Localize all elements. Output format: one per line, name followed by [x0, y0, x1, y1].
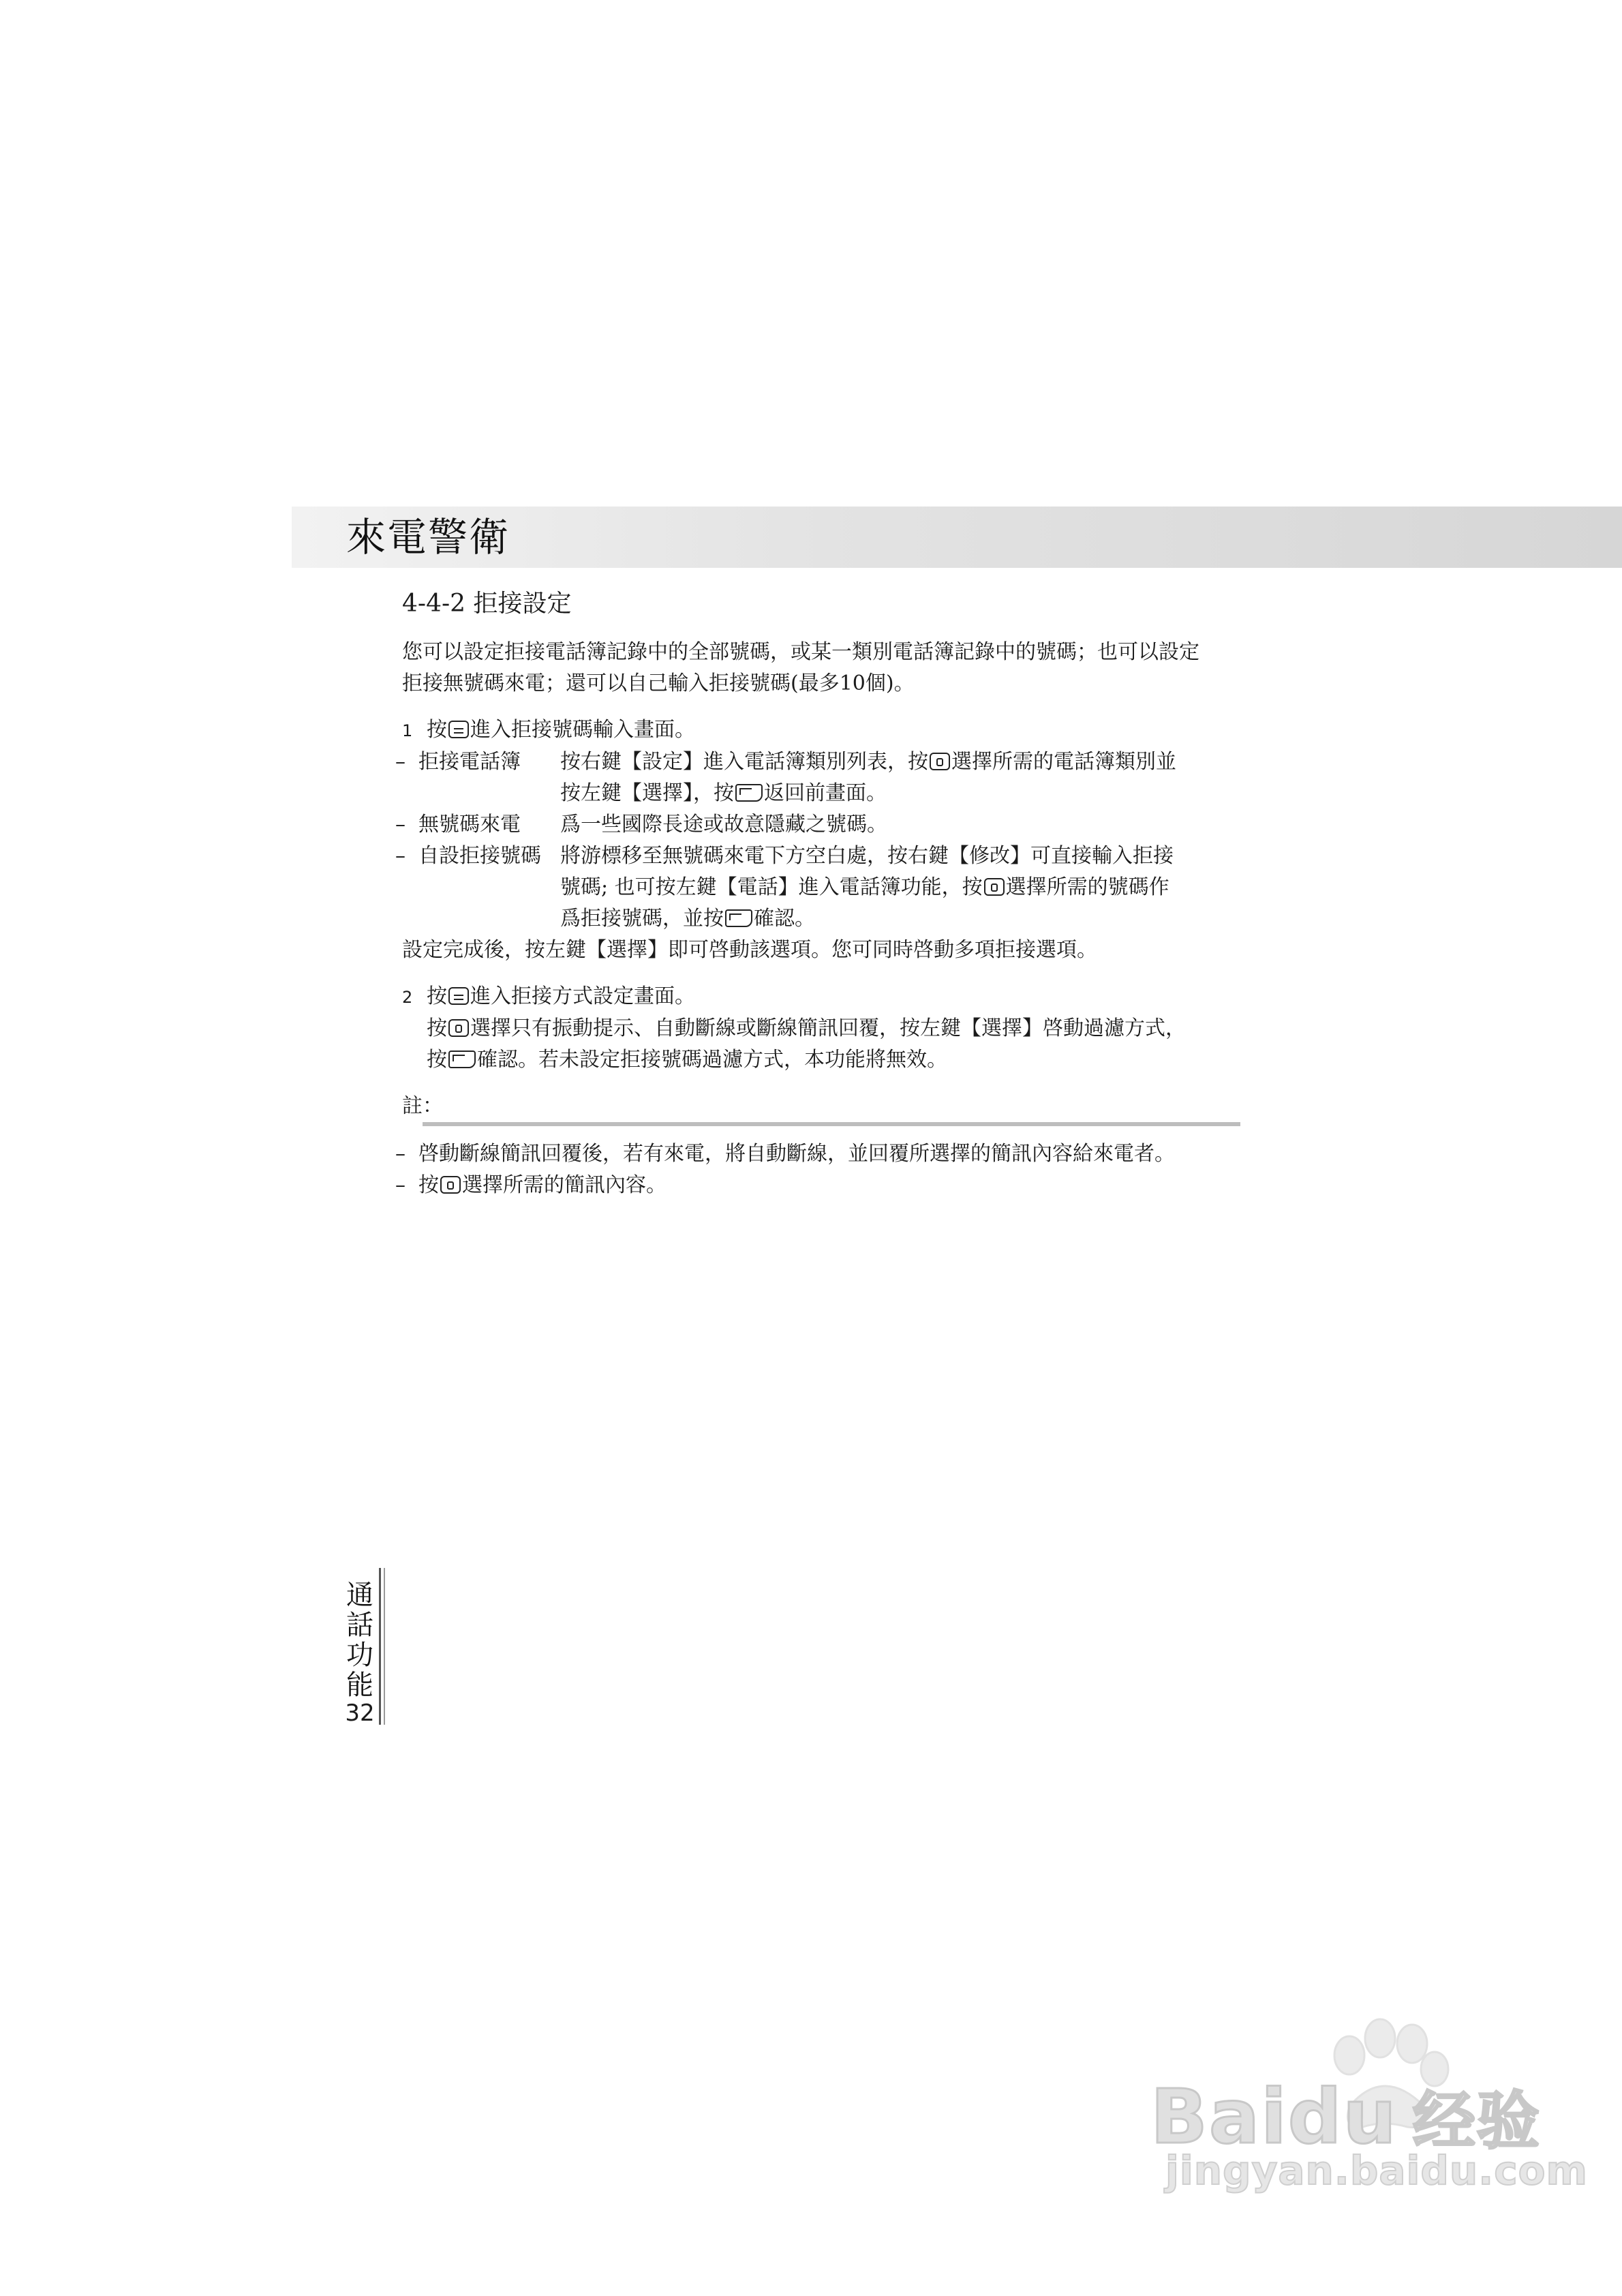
side-rule	[384, 1568, 385, 1725]
dash: –	[395, 813, 406, 836]
option-term: 拒接電話簿	[418, 750, 521, 774]
note-label: 註：	[402, 1094, 443, 1118]
step-text: 按	[427, 1016, 447, 1040]
section-title: 4-4-2 拒接設定	[402, 590, 572, 618]
option-term: 自設拒接號碼	[418, 844, 541, 868]
page-number: 32	[345, 1700, 375, 1727]
step-text: 確認。若未設定拒接號碼過濾方式，本功能將無效。	[477, 1048, 947, 1072]
desc-text: 返回前畫面。	[764, 781, 887, 805]
note-text-part: 選擇所需的簡訊內容。	[462, 1173, 667, 1197]
side-rule	[379, 1568, 381, 1725]
option-term: 無號碼來電	[418, 813, 521, 836]
watermark-brand-part: Bai	[1150, 2073, 1288, 2160]
side-chapter-label	[343, 1580, 377, 1700]
end-call-key-icon	[725, 909, 752, 927]
option-desc	[560, 809, 1240, 841]
desc-text: 爲一些國際長途或故意隱藏之號碼。	[560, 813, 887, 836]
dash: –	[395, 1173, 406, 1197]
desc-text: 確認。	[754, 907, 815, 931]
side-char: 功	[346, 1640, 373, 1671]
option-blocklist-phonebook	[395, 746, 1240, 809]
note-text	[418, 1170, 1240, 1201]
end-call-key-icon	[735, 784, 763, 802]
nav-key-icon	[448, 1019, 469, 1037]
intro-line-2: 拒接無號碼來電；還可以自己輸入拒接號碼(最多10個)。	[402, 671, 915, 695]
step-text: 按	[427, 984, 447, 1008]
nav-key-icon	[984, 878, 1005, 896]
step-2-line-2	[402, 1013, 1240, 1044]
step-1-after: 設定完成後，按左鍵【選擇】即可啓動該選項。您可同時啓動多項拒接選項。	[402, 938, 1097, 962]
step-2	[402, 981, 1240, 1013]
note-divider	[423, 1122, 1240, 1126]
side-char: 能	[346, 1670, 373, 1701]
watermark-url: jingyan.baidu.com	[1165, 2147, 1588, 2194]
option-no-number	[395, 809, 1240, 841]
desc-text: 選擇所需的電話簿類別並	[951, 750, 1176, 774]
desc-text: 按左鍵【選擇】，按	[560, 781, 734, 805]
option-desc	[560, 841, 1240, 935]
step-text: 進入拒接方式設定畫面。	[470, 984, 695, 1008]
step-text: 進入拒接號碼輸入畫面。	[470, 718, 695, 742]
desc-text: 號碼; 也可按左鍵【電話】進入電話簿功能，按	[560, 875, 983, 899]
note-text-part: 按	[418, 1173, 439, 1197]
desc-text: 爲拒接號碼，並按	[560, 907, 724, 931]
step-text: 選擇只有振動提示、自動斷線或斷線簡訊回覆，按左鍵【選擇】啓動過濾方式，	[470, 1016, 1186, 1040]
step-number: 2	[402, 988, 413, 1007]
watermark-cn: 经验	[1412, 2085, 1541, 2158]
nav-key-icon	[930, 753, 950, 770]
side-char: 話	[346, 1610, 373, 1641]
step-2-line-3	[402, 1044, 1240, 1076]
note-text: 啓動斷線簡訊回覆後，若有來電，將自動斷線，並回覆所選擇的簡訊內容給來電者。	[418, 1142, 1175, 1166]
desc-text: 選擇所需的號碼作	[1005, 875, 1169, 899]
dash: –	[395, 1142, 406, 1166]
dash: –	[395, 844, 406, 868]
menu-key-icon	[448, 987, 469, 1005]
step-1	[402, 714, 1240, 746]
option-desc	[560, 746, 1240, 809]
dash: –	[395, 750, 406, 774]
option-custom-number	[395, 841, 1240, 935]
desc-text: 將游標移至無號碼來電下方空白處，按右鍵【修改】可直接輸入拒接	[560, 844, 1174, 868]
menu-key-icon	[448, 721, 469, 738]
step-number: 1	[402, 721, 413, 740]
end-call-key-icon	[448, 1051, 476, 1068]
chapter-title: 來電警衛	[346, 514, 510, 560]
desc-text: 按右鍵【設定】進入電話簿類別列表，按	[560, 750, 928, 774]
note-item	[395, 1170, 1240, 1201]
note-item	[395, 1138, 1240, 1170]
content	[395, 586, 1240, 1201]
step-text: 按	[427, 718, 447, 742]
side-char: 通	[346, 1580, 373, 1611]
watermark-brand-part: du	[1287, 2073, 1398, 2160]
nav-key-icon	[440, 1176, 461, 1194]
intro-line-1: 您可以設定拒接電話簿記錄中的全部號碼，或某一類別電話簿記錄中的號碼；也可以設定	[402, 640, 1199, 664]
step-text: 按	[427, 1048, 447, 1072]
